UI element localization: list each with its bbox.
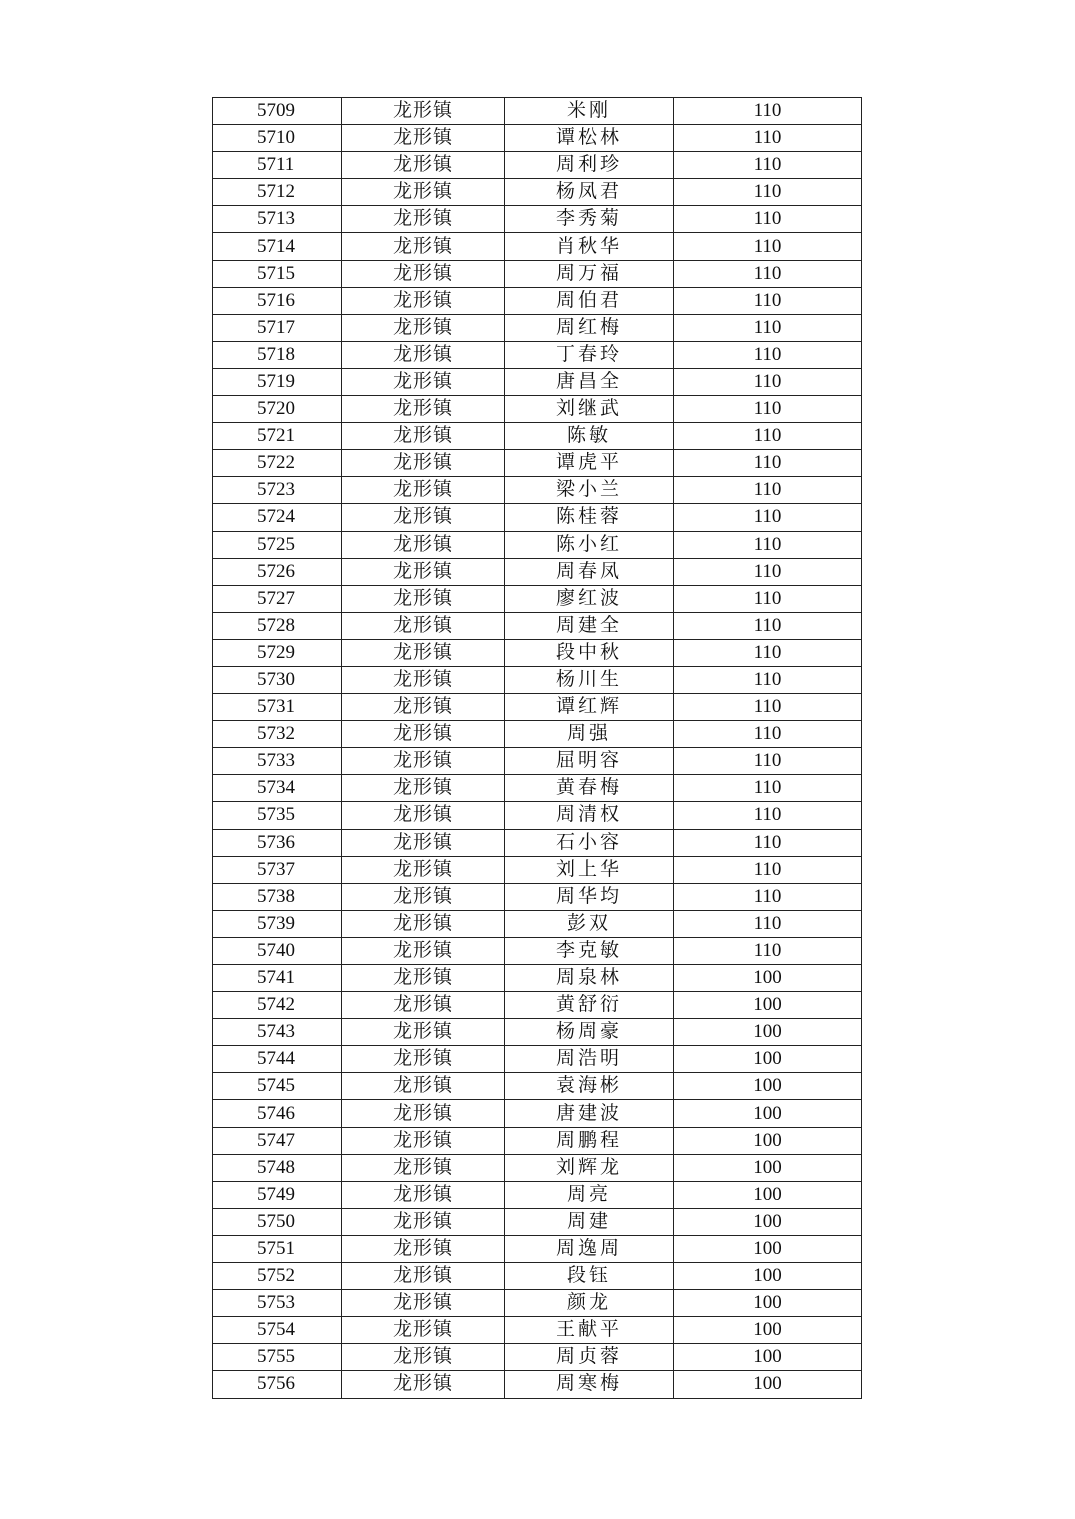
town-cell: 龙形镇: [342, 558, 505, 585]
town-cell: 龙形镇: [342, 1127, 505, 1154]
table-row: [213, 1317, 862, 1344]
table-row: [213, 992, 862, 1019]
table-row: [213, 1208, 862, 1235]
amount-cell: 110: [674, 206, 862, 233]
table-row: [213, 694, 862, 721]
town-cell: 龙形镇: [342, 883, 505, 910]
table-row: [213, 1263, 862, 1290]
row-number-cell: 5747: [213, 1127, 342, 1154]
name-cell: 唐昌全: [505, 368, 674, 395]
data-table: [212, 97, 862, 1399]
table-row: [213, 612, 862, 639]
table-row: [213, 152, 862, 179]
row-number-cell: 5737: [213, 856, 342, 883]
amount-cell: 110: [674, 856, 862, 883]
amount-cell: 110: [674, 233, 862, 260]
name-cell: 袁海彬: [505, 1073, 674, 1100]
row-number-cell: 5755: [213, 1344, 342, 1371]
name-cell: 杨凤君: [505, 179, 674, 206]
name-cell: 屈明容: [505, 748, 674, 775]
town-cell: 龙形镇: [342, 504, 505, 531]
town-cell: 龙形镇: [342, 260, 505, 287]
town-cell: 龙形镇: [342, 639, 505, 666]
amount-cell: 110: [674, 152, 862, 179]
row-number-cell: 5744: [213, 1046, 342, 1073]
name-cell: 周华均: [505, 883, 674, 910]
town-cell: 龙形镇: [342, 1317, 505, 1344]
table-row: [213, 829, 862, 856]
town-cell: 龙形镇: [342, 1181, 505, 1208]
row-number-cell: 5743: [213, 1019, 342, 1046]
row-number-cell: 5713: [213, 206, 342, 233]
town-cell: 龙形镇: [342, 829, 505, 856]
table-row: [213, 260, 862, 287]
amount-cell: 110: [674, 666, 862, 693]
table-body: [213, 98, 862, 1399]
town-cell: 龙形镇: [342, 477, 505, 504]
amount-cell: 110: [674, 531, 862, 558]
name-cell: 谭虎平: [505, 450, 674, 477]
town-cell: 龙形镇: [342, 992, 505, 1019]
amount-cell: 110: [674, 775, 862, 802]
name-cell: 黄舒衍: [505, 992, 674, 1019]
town-cell: 龙形镇: [342, 1344, 505, 1371]
amount-cell: 100: [674, 1344, 862, 1371]
name-cell: 杨川生: [505, 666, 674, 693]
amount-cell: 100: [674, 1263, 862, 1290]
table-row: [213, 368, 862, 395]
amount-cell: 110: [674, 125, 862, 152]
town-cell: 龙形镇: [342, 612, 505, 639]
table-row: [213, 558, 862, 585]
town-cell: 龙形镇: [342, 802, 505, 829]
table-row: [213, 1046, 862, 1073]
town-cell: 龙形镇: [342, 314, 505, 341]
amount-cell: 100: [674, 1290, 862, 1317]
town-cell: 龙形镇: [342, 98, 505, 125]
row-number-cell: 5738: [213, 883, 342, 910]
row-number-cell: 5725: [213, 531, 342, 558]
name-cell: 周建: [505, 1208, 674, 1235]
town-cell: 龙形镇: [342, 152, 505, 179]
row-number-cell: 5753: [213, 1290, 342, 1317]
row-number-cell: 5751: [213, 1235, 342, 1262]
table-row: [213, 1181, 862, 1208]
name-cell: 李克敏: [505, 937, 674, 964]
row-number-cell: 5754: [213, 1317, 342, 1344]
name-cell: 周建全: [505, 612, 674, 639]
table-row: [213, 1073, 862, 1100]
amount-cell: 110: [674, 341, 862, 368]
name-cell: 周红梅: [505, 314, 674, 341]
table-row: [213, 585, 862, 612]
name-cell: 廖红波: [505, 585, 674, 612]
name-cell: 陈敏: [505, 423, 674, 450]
amount-cell: 110: [674, 694, 862, 721]
name-cell: 段钰: [505, 1263, 674, 1290]
row-number-cell: 5712: [213, 179, 342, 206]
row-number-cell: 5723: [213, 477, 342, 504]
row-number-cell: 5742: [213, 992, 342, 1019]
row-number-cell: 5730: [213, 666, 342, 693]
town-cell: 龙形镇: [342, 748, 505, 775]
name-cell: 彭双: [505, 910, 674, 937]
amount-cell: 110: [674, 612, 862, 639]
row-number-cell: 5719: [213, 368, 342, 395]
table-row: [213, 910, 862, 937]
amount-cell: 100: [674, 1208, 862, 1235]
name-cell: 谭松林: [505, 125, 674, 152]
town-cell: 龙形镇: [342, 368, 505, 395]
amount-cell: 110: [674, 829, 862, 856]
name-cell: 周浩明: [505, 1046, 674, 1073]
table-row: [213, 1127, 862, 1154]
name-cell: 陈小红: [505, 531, 674, 558]
amount-cell: 110: [674, 721, 862, 748]
name-cell: 周清权: [505, 802, 674, 829]
town-cell: 龙形镇: [342, 1046, 505, 1073]
town-cell: 龙形镇: [342, 965, 505, 992]
table-row: [213, 802, 862, 829]
town-cell: 龙形镇: [342, 1154, 505, 1181]
row-number-cell: 5728: [213, 612, 342, 639]
table-row: [213, 1290, 862, 1317]
town-cell: 龙形镇: [342, 775, 505, 802]
row-number-cell: 5720: [213, 396, 342, 423]
name-cell: 周万福: [505, 260, 674, 287]
amount-cell: 110: [674, 639, 862, 666]
row-number-cell: 5722: [213, 450, 342, 477]
name-cell: 周泉林: [505, 965, 674, 992]
row-number-cell: 5709: [213, 98, 342, 125]
town-cell: 龙形镇: [342, 179, 505, 206]
name-cell: 肖秋华: [505, 233, 674, 260]
name-cell: 段中秋: [505, 639, 674, 666]
amount-cell: 100: [674, 1154, 862, 1181]
amount-cell: 100: [674, 1317, 862, 1344]
table-row: [213, 477, 862, 504]
town-cell: 龙形镇: [342, 233, 505, 260]
table-row: [213, 1371, 862, 1398]
table-row: [213, 1235, 862, 1262]
town-cell: 龙形镇: [342, 423, 505, 450]
amount-cell: 110: [674, 477, 862, 504]
table-row: [213, 531, 862, 558]
amount-cell: 110: [674, 748, 862, 775]
name-cell: 谭红辉: [505, 694, 674, 721]
town-cell: 龙形镇: [342, 1290, 505, 1317]
amount-cell: 100: [674, 1235, 862, 1262]
town-cell: 龙形镇: [342, 937, 505, 964]
name-cell: 周强: [505, 721, 674, 748]
row-number-cell: 5735: [213, 802, 342, 829]
amount-cell: 110: [674, 179, 862, 206]
row-number-cell: 5734: [213, 775, 342, 802]
amount-cell: 110: [674, 314, 862, 341]
row-number-cell: 5726: [213, 558, 342, 585]
town-cell: 龙形镇: [342, 585, 505, 612]
table-row: [213, 233, 862, 260]
town-cell: 龙形镇: [342, 450, 505, 477]
row-number-cell: 5745: [213, 1073, 342, 1100]
row-number-cell: 5740: [213, 937, 342, 964]
row-number-cell: 5749: [213, 1181, 342, 1208]
town-cell: 龙形镇: [342, 1235, 505, 1262]
row-number-cell: 5733: [213, 748, 342, 775]
amount-cell: 110: [674, 504, 862, 531]
row-number-cell: 5731: [213, 694, 342, 721]
amount-cell: 110: [674, 450, 862, 477]
name-cell: 颜龙: [505, 1290, 674, 1317]
amount-cell: 100: [674, 1181, 862, 1208]
town-cell: 龙形镇: [342, 1100, 505, 1127]
name-cell: 丁春玲: [505, 341, 674, 368]
table-row: [213, 287, 862, 314]
table-row: [213, 1344, 862, 1371]
amount-cell: 110: [674, 396, 862, 423]
name-cell: 周亮: [505, 1181, 674, 1208]
row-number-cell: 5715: [213, 260, 342, 287]
amount-cell: 110: [674, 98, 862, 125]
name-cell: 陈桂蓉: [505, 504, 674, 531]
row-number-cell: 5717: [213, 314, 342, 341]
table-row: [213, 396, 862, 423]
town-cell: 龙形镇: [342, 396, 505, 423]
row-number-cell: 5741: [213, 965, 342, 992]
amount-cell: 100: [674, 992, 862, 1019]
town-cell: 龙形镇: [342, 1208, 505, 1235]
amount-cell: 110: [674, 423, 862, 450]
row-number-cell: 5748: [213, 1154, 342, 1181]
table-row: [213, 314, 862, 341]
table-row: [213, 1154, 862, 1181]
name-cell: 唐建波: [505, 1100, 674, 1127]
name-cell: 周逸周: [505, 1235, 674, 1262]
table-row: [213, 748, 862, 775]
amount-cell: 110: [674, 558, 862, 585]
row-number-cell: 5756: [213, 1371, 342, 1398]
name-cell: 周利珍: [505, 152, 674, 179]
table-row: [213, 883, 862, 910]
amount-cell: 100: [674, 1019, 862, 1046]
town-cell: 龙形镇: [342, 531, 505, 558]
amount-cell: 100: [674, 1046, 862, 1073]
row-number-cell: 5714: [213, 233, 342, 260]
amount-cell: 110: [674, 585, 862, 612]
table-row: [213, 504, 862, 531]
name-cell: 周贞蓉: [505, 1344, 674, 1371]
name-cell: 周伯君: [505, 287, 674, 314]
town-cell: 龙形镇: [342, 341, 505, 368]
town-cell: 龙形镇: [342, 1371, 505, 1398]
table-row: [213, 1100, 862, 1127]
row-number-cell: 5732: [213, 721, 342, 748]
row-number-cell: 5710: [213, 125, 342, 152]
table-row: [213, 341, 862, 368]
row-number-cell: 5711: [213, 152, 342, 179]
name-cell: 刘上华: [505, 856, 674, 883]
row-number-cell: 5746: [213, 1100, 342, 1127]
town-cell: 龙形镇: [342, 1263, 505, 1290]
amount-cell: 100: [674, 1073, 862, 1100]
town-cell: 龙形镇: [342, 1019, 505, 1046]
table-row: [213, 775, 862, 802]
name-cell: 周鹏程: [505, 1127, 674, 1154]
town-cell: 龙形镇: [342, 206, 505, 233]
name-cell: 刘辉龙: [505, 1154, 674, 1181]
row-number-cell: 5750: [213, 1208, 342, 1235]
row-number-cell: 5716: [213, 287, 342, 314]
amount-cell: 110: [674, 883, 862, 910]
amount-cell: 110: [674, 910, 862, 937]
table-row: [213, 639, 862, 666]
town-cell: 龙形镇: [342, 721, 505, 748]
amount-cell: 110: [674, 287, 862, 314]
row-number-cell: 5724: [213, 504, 342, 531]
table-row: [213, 1019, 862, 1046]
table-row: [213, 450, 862, 477]
row-number-cell: 5729: [213, 639, 342, 666]
town-cell: 龙形镇: [342, 125, 505, 152]
row-number-cell: 5736: [213, 829, 342, 856]
town-cell: 龙形镇: [342, 287, 505, 314]
amount-cell: 110: [674, 368, 862, 395]
amount-cell: 100: [674, 1100, 862, 1127]
amount-cell: 110: [674, 260, 862, 287]
name-cell: 黄春梅: [505, 775, 674, 802]
amount-cell: 100: [674, 1371, 862, 1398]
name-cell: 石小容: [505, 829, 674, 856]
town-cell: 龙形镇: [342, 910, 505, 937]
table-row: [213, 206, 862, 233]
name-cell: 米刚: [505, 98, 674, 125]
name-cell: 李秀菊: [505, 206, 674, 233]
row-number-cell: 5721: [213, 423, 342, 450]
amount-cell: 100: [674, 1127, 862, 1154]
name-cell: 王献平: [505, 1317, 674, 1344]
row-number-cell: 5739: [213, 910, 342, 937]
amount-cell: 100: [674, 965, 862, 992]
town-cell: 龙形镇: [342, 856, 505, 883]
town-cell: 龙形镇: [342, 1073, 505, 1100]
table-row: [213, 98, 862, 125]
table-row: [213, 125, 862, 152]
row-number-cell: 5718: [213, 341, 342, 368]
table-row: [213, 423, 862, 450]
name-cell: 杨周豪: [505, 1019, 674, 1046]
name-cell: 周春凤: [505, 558, 674, 585]
table-row: [213, 965, 862, 992]
table-row: [213, 721, 862, 748]
name-cell: 梁小兰: [505, 477, 674, 504]
table-row: [213, 937, 862, 964]
table-row: [213, 666, 862, 693]
amount-cell: 110: [674, 802, 862, 829]
amount-cell: 110: [674, 937, 862, 964]
town-cell: 龙形镇: [342, 694, 505, 721]
table-row: [213, 856, 862, 883]
row-number-cell: 5752: [213, 1263, 342, 1290]
town-cell: 龙形镇: [342, 666, 505, 693]
table-row: [213, 179, 862, 206]
name-cell: 周寒梅: [505, 1371, 674, 1398]
name-cell: 刘继武: [505, 396, 674, 423]
row-number-cell: 5727: [213, 585, 342, 612]
